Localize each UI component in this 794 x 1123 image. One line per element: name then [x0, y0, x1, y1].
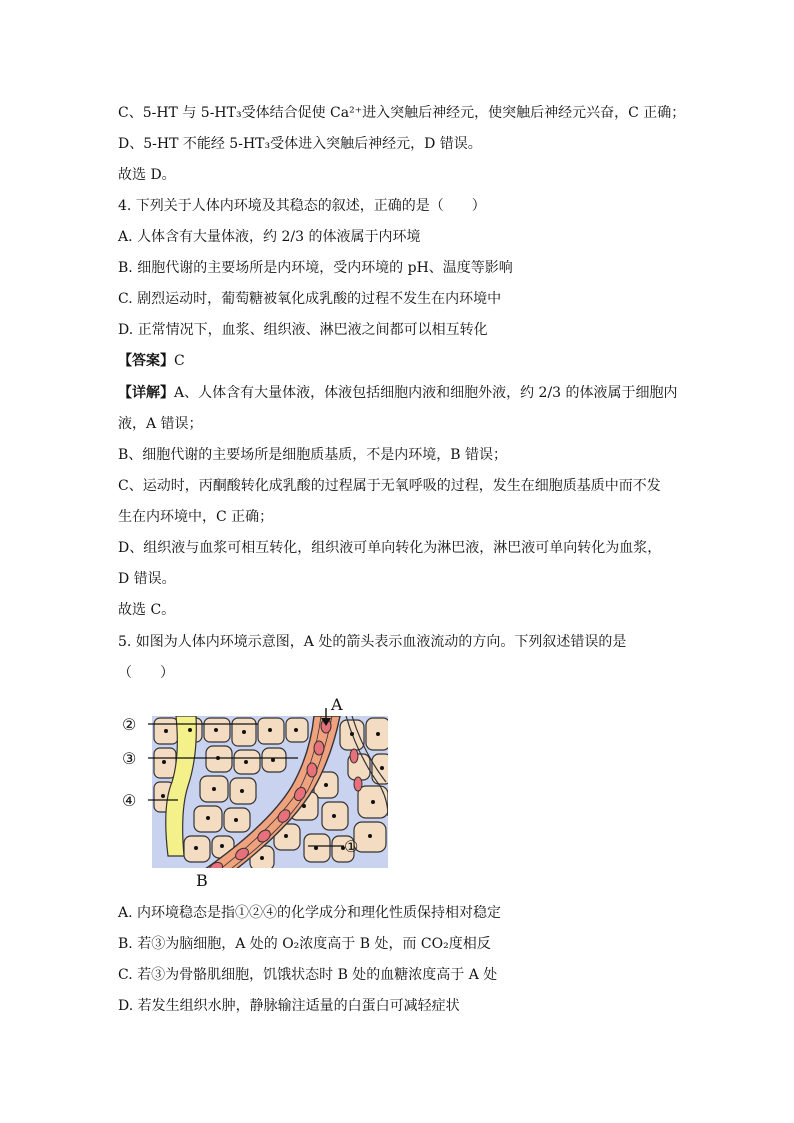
- label-a: A: [331, 696, 343, 714]
- label-2: ②: [122, 715, 137, 734]
- q5-option-c: C. 若③为骨骼肌细胞，饥饿状态时 B 处的血糖浓度高于 A 处: [118, 967, 498, 983]
- q4-option-b: B. 细胞代谢的主要场所是内环境，受内环境的 pH、温度等影响: [118, 260, 513, 276]
- q4-option-a: A. 人体含有大量体液，约 2/3 的体液属于内环境: [118, 229, 421, 245]
- label-4: ④: [122, 791, 137, 810]
- internal-environment-diagram: [118, 696, 398, 888]
- q3-conclusion: 故选 D。: [118, 167, 176, 183]
- detail-label: 【详解】: [118, 385, 174, 401]
- q4-detail-line-3: B、细胞代谢的主要场所是细胞质基质，不是内环境，B 错误；: [118, 447, 508, 463]
- q4-conclusion: 故选 C。: [118, 602, 176, 618]
- label-3: ③: [122, 749, 137, 768]
- label-1: ①: [344, 837, 359, 856]
- q4-detail-line-5: 生在内环境中，C 正确；: [118, 509, 274, 525]
- answer-label: 【答案】: [118, 353, 174, 369]
- q4-option-d: D. 正常情况下，血浆、组织液、淋巴液之间都可以相互转化: [118, 322, 488, 338]
- label-b: B: [196, 871, 208, 888]
- q3-option-d-explanation: D、5-HT 不能经 5-HT₃受体进入突触后神经元，D 错误。: [118, 136, 482, 152]
- q4-detail-line-4: C、运动时，丙酮酸转化成乳酸的过程属于无氧呼吸的过程，发生在细胞质基质中而不发: [118, 478, 661, 494]
- answer-value: C: [174, 353, 185, 369]
- q4-detail-line-6: D、组织液与血浆可相互转化，组织液可单向转化为淋巴液，淋巴液可单向转化为血浆，: [118, 540, 662, 556]
- q5-option-b: B. 若③为脑细胞，A 处的 O₂浓度高于 B 处，而 CO₂度相反: [118, 936, 491, 952]
- q4-option-c: C. 剧烈运动时，葡萄糖被氧化成乳酸的过程不发生在内环境中: [118, 291, 502, 307]
- q3-option-c-explanation: C、5-HT 与 5-HT₃受体结合促使 Ca²⁺进入突触后神经元，使突触后神经元兴奋，C 正确；: [118, 105, 686, 121]
- q5-stem-line-2: （ ）: [118, 665, 174, 681]
- q4-detail-line-2: 液，A 错误；: [118, 416, 203, 432]
- q4-answer: [118, 351, 185, 371]
- q5-option-d: D. 若发生组织水肿，静脉输注适量的白蛋白可减轻症状: [118, 998, 460, 1014]
- q5-option-a: A. 内环境稳态是指①②④的化学成分和理化性质保持相对稳定: [118, 905, 502, 921]
- q4-detail-line-7: D 错误。: [118, 571, 176, 587]
- q5-stem-line-1: 5. 如图为人体内环境示意图，A 处的箭头表示血液流动的方向。下列叙述错误的是: [118, 634, 627, 650]
- q4-detail-line-1: [118, 383, 678, 403]
- detail-text: A、人体含有大量体液，体液包括细胞内液和细胞外液，约 2/3 的体液属于细胞内: [174, 385, 678, 401]
- q4-stem: 4. 下列关于人体内环境及其稳态的叙述，正确的是（ ）: [118, 198, 486, 214]
